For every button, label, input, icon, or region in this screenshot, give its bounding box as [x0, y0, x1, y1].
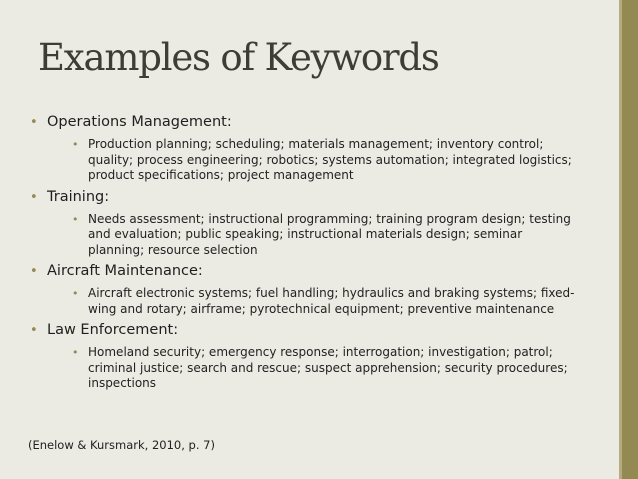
- topic-row: [30, 262, 575, 281]
- bullet-icon: •: [72, 138, 79, 151]
- topic-label: Operations Management:: [47, 114, 232, 130]
- detail-row: [72, 212, 575, 259]
- bullet-icon: •: [72, 212, 79, 226]
- topic-label: Training:: [47, 188, 110, 205]
- keyword-group: [30, 262, 575, 317]
- bullet-icon: •: [30, 264, 38, 279]
- keyword-list: [30, 113, 575, 392]
- detail-text: Homeland security; emergency response; interrogation; investigation; patrol; criminal justice; search and rescue; suspect apprehension; security procedures; inspections: [88, 345, 568, 390]
- keyword-group: [30, 321, 575, 392]
- accent-bar-highlight: [619, 0, 622, 479]
- citation: (Enelow & Kursmark, 2010, p. 7): [28, 438, 215, 452]
- topic-label: Law Enforcement:: [47, 322, 179, 338]
- topic-row: [30, 321, 575, 340]
- bullet-icon: •: [30, 189, 38, 205]
- bullet-icon: •: [30, 323, 38, 338]
- detail-text: Needs assessment; instructional programming; training program design; testing and evaluation; public speaking; instructional materials design; seminar planning; resource selection: [88, 211, 571, 257]
- slide-title: Examples of Keywords: [38, 36, 439, 79]
- topic-row: [30, 113, 575, 132]
- accent-bar: [619, 0, 638, 479]
- detail-row: [72, 286, 575, 317]
- topic-label: Aircraft Maintenance:: [47, 263, 203, 279]
- detail-row: [72, 137, 575, 184]
- bullet-icon: •: [72, 346, 79, 359]
- keyword-group: [30, 188, 575, 259]
- detail-text: Aircraft electronic systems; fuel handling; hydraulics and braking systems; fixed-wing and rotary; airframe; pyrotechnical equipment; preventive maintenance: [88, 286, 575, 316]
- bullet-icon: •: [30, 115, 38, 130]
- topic-row: [30, 188, 575, 207]
- bullet-icon: •: [72, 287, 79, 300]
- detail-row: [72, 345, 575, 392]
- detail-text: Production planning; scheduling; materials management; inventory control; quality; process engineering; robotics; systems automation; integrated logistics; product specifications; project management: [88, 137, 572, 182]
- keyword-group: [30, 113, 575, 184]
